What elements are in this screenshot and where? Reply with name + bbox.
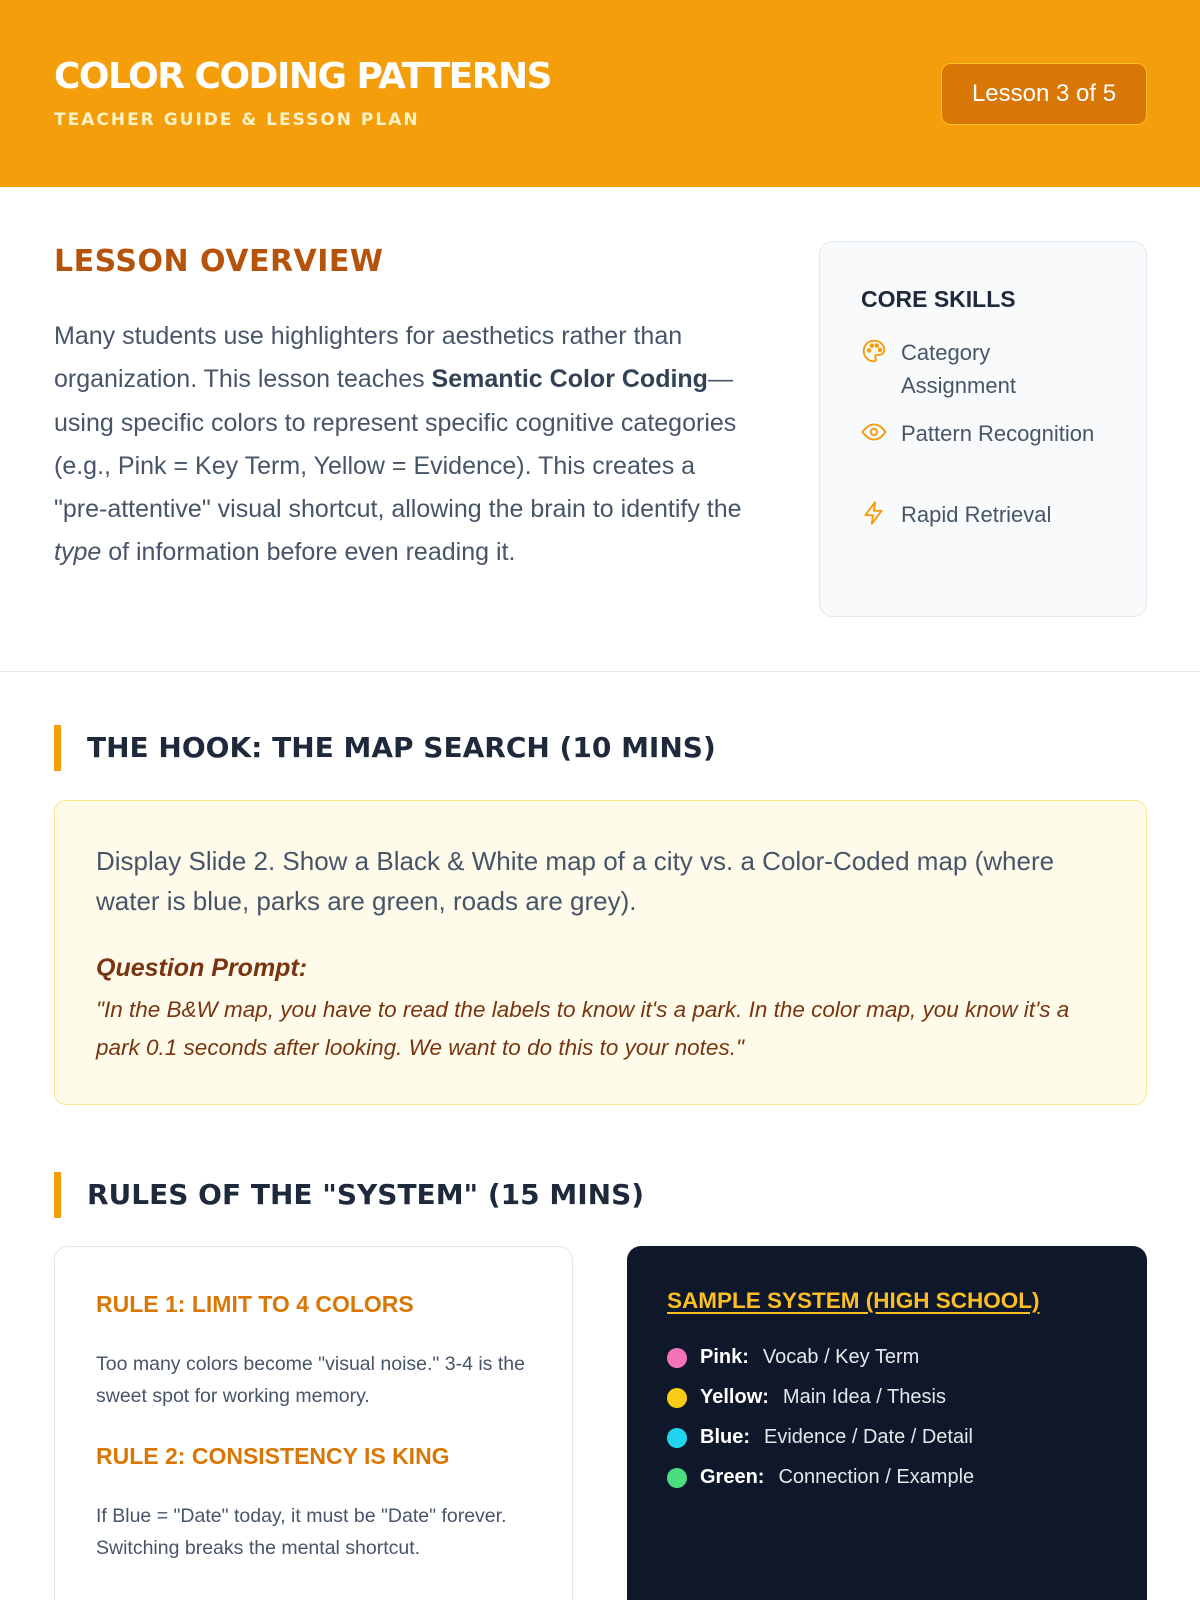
rules-heading: RULES OF THE "SYSTEM" (15 MINS) xyxy=(87,1178,645,1211)
page-title: COLOR CODING PATTERNS xyxy=(54,56,552,97)
overview-italic-word: type xyxy=(54,538,102,567)
system-item-pink xyxy=(667,1346,919,1369)
color-dot xyxy=(667,1388,687,1408)
rules-accent-bar xyxy=(54,1172,61,1218)
color-dot xyxy=(667,1428,687,1448)
system-color-meaning: Connection / Example xyxy=(778,1466,975,1488)
skill-item-rapid-retrieval xyxy=(861,498,1121,531)
skill-label: Category Assignment xyxy=(901,340,1016,398)
eye-icon xyxy=(861,419,887,445)
skill-label: Rapid Retrieval xyxy=(901,502,1052,527)
lightning-icon xyxy=(861,500,887,526)
lesson-badge: Lesson 3 of 5 xyxy=(941,63,1147,125)
page-header xyxy=(0,0,1200,187)
rule-1-text: Too many colors become "visual noise." 3-4 is the sweet spot for working memory. xyxy=(96,1353,525,1407)
page-subtitle: TEACHER GUIDE & LESSON PLAN xyxy=(54,110,420,130)
overview-heading: LESSON OVERVIEW xyxy=(54,244,384,279)
hook-heading: THE HOOK: THE MAP SEARCH (10 MINS) xyxy=(87,731,716,764)
core-skills-card xyxy=(819,241,1147,617)
system-color-name: Yellow: xyxy=(700,1386,769,1408)
sample-system-card xyxy=(627,1246,1147,1600)
skill-label: Pattern Recognition xyxy=(901,421,1095,446)
overview-text-1: Many students use highlighters for aesthetics rather than organization. This lesson teaches xyxy=(54,322,683,394)
overview-bold-term: Semantic Color Coding xyxy=(431,365,708,394)
skill-item-category-assignment xyxy=(861,336,1121,402)
question-prompt-label: Question Prompt: xyxy=(96,954,308,982)
rule-2-text: If Blue = "Date" today, it must be "Date" forever. Switching breaks the mental shortcut. xyxy=(96,1505,507,1559)
overview-paragraph xyxy=(54,315,754,575)
rule-1-title: RULE 1: LIMIT TO 4 COLORS xyxy=(96,1291,414,1317)
palette-icon xyxy=(861,338,887,364)
hook-instructions: Display Slide 2. Show a Black & White map of a city vs. a Color-Coded map (where water is blue, parks are green, roads are grey). xyxy=(96,846,1055,916)
overview-text-3: of information before even reading it. xyxy=(101,538,516,567)
core-skills-title: CORE SKILLS xyxy=(861,286,1016,312)
hook-callout xyxy=(54,800,1147,1105)
hook-accent-bar xyxy=(54,725,61,771)
system-item-blue xyxy=(667,1426,973,1449)
overview-text-2: —using specific colors to represent specific cognitive categories (e.g., Pink = Key Term, Yellow = Evidence). This creates a "pre-attentive" visual shortcut, allowing the brain to identify the xyxy=(54,365,742,524)
section-divider xyxy=(0,671,1200,672)
system-color-name: Green: xyxy=(700,1466,765,1488)
color-dot xyxy=(667,1348,687,1368)
skill-item-pattern-recognition xyxy=(861,417,1121,450)
color-dot xyxy=(667,1468,687,1488)
system-item-yellow xyxy=(667,1386,946,1409)
question-prompt-text: "In the B&W map, you have to read the labels to know it's a park. In the color map, you know it's a park 0.1 seconds after looking. We want to do this to your notes." xyxy=(96,997,1070,1060)
system-color-meaning: Vocab / Key Term xyxy=(762,1346,920,1368)
system-color-meaning: Main Idea / Thesis xyxy=(782,1386,946,1408)
sample-system-title: SAMPLE SYSTEM (HIGH SCHOOL) xyxy=(667,1288,1040,1313)
rules-card xyxy=(54,1246,573,1600)
system-color-meaning: Evidence / Date / Detail xyxy=(764,1426,973,1448)
system-color-name: Pink: xyxy=(700,1346,749,1368)
system-item-green xyxy=(667,1466,974,1489)
rule-2-title: RULE 2: CONSISTENCY IS KING xyxy=(96,1443,450,1469)
system-color-name: Blue: xyxy=(700,1426,750,1448)
